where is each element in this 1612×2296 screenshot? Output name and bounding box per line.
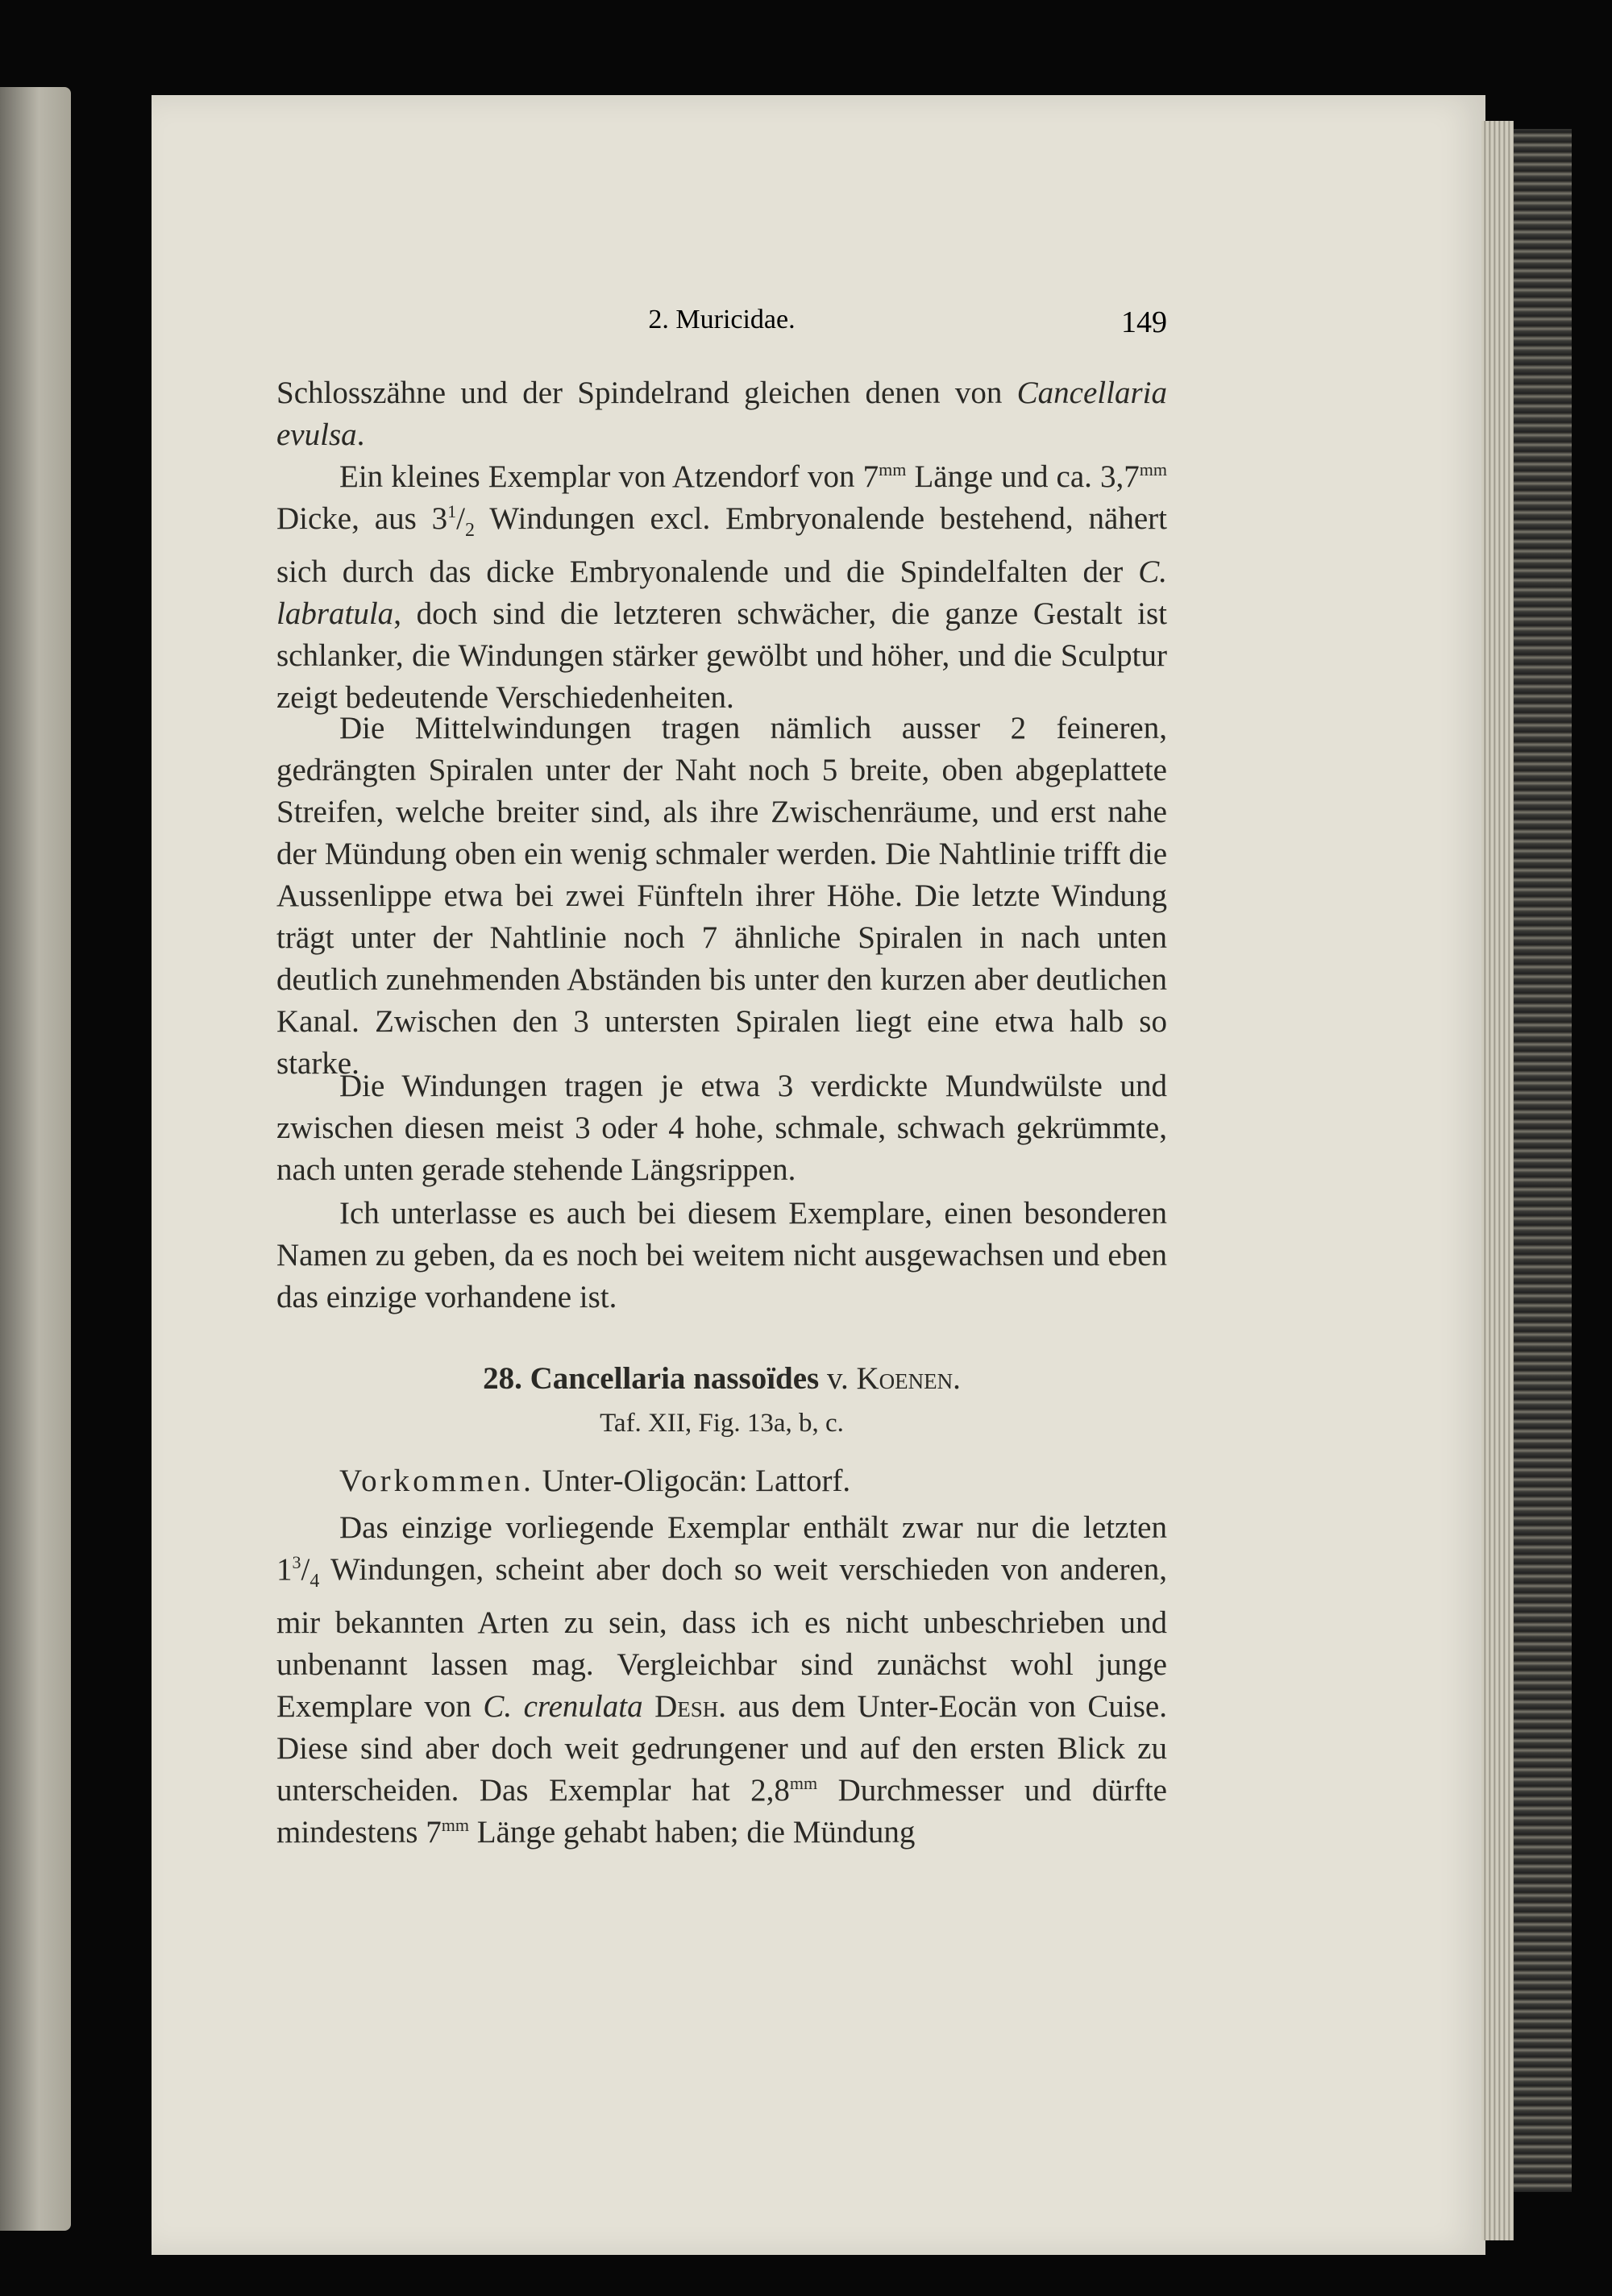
species-author: Koenen. bbox=[856, 1361, 961, 1396]
p5-text: Ich unterlasse es auch bei diesem Exemplare, einen besonderen Namen zu geben, da es noch bei weitem nicht ausgewachsen und eben das einzige vorhandene ist. bbox=[276, 1196, 1167, 1314]
paragraph-6: Das einzige vorliegende Exemplar enthält zwar nur die letzten $1^3/_4$ Windungen, scheint aber doch so weit verschieden von anderen, mir bekannten Arten zu sein, dass ich es nicht unbeschrieben und unbenannt lassen mag. Vergleichbar sind zunächst wohl junge Exemplare von C. crenulata Desh. aus dem Unter-Eocän von Cuise. Diese sind aber doch weit gedrungener und auf den ersten Blick zu unterscheiden. Das Exemplar hat $2,8^{mm}$ Durchmesser und dürfte mindestens $7^{mm}$ Länge gehabt haben; die Mündung bbox=[276, 1510, 1167, 1850]
unit-mm: mm bbox=[441, 1814, 469, 1835]
occurrence-line bbox=[276, 1460, 1167, 1502]
paragraph-5 bbox=[276, 1193, 1167, 1318]
fraction-den: 2 bbox=[465, 519, 476, 541]
running-head bbox=[276, 305, 1167, 345]
plate-reference: Taf. XII, Fig. 13a, b, c. bbox=[600, 1409, 844, 1438]
species-heading bbox=[276, 1360, 1167, 1397]
p1-text: Schlosszähne und der Spindelrand gleichen denen von bbox=[276, 376, 1017, 410]
p6-f: aus dem Unter-Eocän von Cuise. Diese sind aber doch weit gedrungener und auf den ersten Blick zu unterscheiden. Das Exemplar hat 2,8 bbox=[276, 1688, 1167, 1808]
p3-text: Die Mittelwindungen tragen nämlich ausser 2 feineren, gedrängten Spiralen unter der Naht noch 5 breite, oben abgeplattete Streifen, welche breiter sind, als ihre Zwischenräume, und erst nahe der Mündung oben ein wenig schmaler werden. Die Nahtlinie trifft die Aussenlippe etwa bei zwei Fünfteln ihrer Höhe. Die letzte Windung trägt unter der Nahtlinie noch 7 ähnliche Spiralen in nach unten deutlich zunehmenden Abständen bis unter den kurzen aber deutlichen Kanal. Zwischen den 3 untersten Spiralen liegt eine etwa halb so starke. bbox=[276, 711, 1167, 1081]
p6-a: Das einzige vorliegende Exemplar enthält zwar nur die letzten 1 bbox=[276, 1510, 1167, 1587]
page-number: 149 bbox=[1121, 305, 1167, 339]
p6-g: Durchmesser und dürfte mindestens 7 bbox=[276, 1772, 1167, 1850]
unit-mm: mm bbox=[1139, 459, 1167, 480]
unit-mm: mm bbox=[879, 459, 907, 480]
p6-b: Windungen, scheint aber doch so weit verschieden von anderen, mir bekannten Arten zu sein, dass ich es nicht unbeschrieben und unbenannt lassen mag. Vergleichbar sind zunächst wohl junge Exemplare von bbox=[276, 1552, 1167, 1724]
running-title: 2. Muricidae. bbox=[648, 305, 796, 334]
p6-species: C. crenulata bbox=[483, 1688, 643, 1724]
p2-d: Windungen excl. Embryonalende bestehend, nähert sich durch das dicke Embryonalende und die Spindelfalten der bbox=[276, 501, 1167, 589]
p1-species: Cancellaria evulsa bbox=[276, 376, 1167, 452]
p4-text: Die Windungen tragen je etwa 3 verdickte Mundwülste und zwischen diesen meist 3 oder 4 hohe, schmale, schwach gekrümmte, nach unten gerade stehende Längsrippen. bbox=[276, 1069, 1167, 1187]
occurrence-text: Unter-Oligocän: Lattorf. bbox=[534, 1464, 851, 1498]
species-name: Cancellaria nassoïdes bbox=[530, 1361, 820, 1396]
p2-f: , doch sind die letzteren schwächer, die ganze Gestalt ist schlanker, die Windungen stärker gewölbt und höher, und die Sculptur zeigt bedeutende Verschiedenheiten. bbox=[276, 596, 1167, 715]
paragraph-3 bbox=[276, 708, 1167, 1085]
p2-species: C. labratula bbox=[276, 554, 1167, 631]
p2-b: Länge und ca. 3,7 bbox=[906, 459, 1140, 494]
paragraph-1 bbox=[276, 372, 1167, 456]
p6-h: Länge gehabt haben; die Mündung bbox=[468, 1814, 916, 1850]
p2-a: Ein kleines Exemplar von Atzendorf von 7 bbox=[339, 459, 879, 494]
frac-num: 3 bbox=[292, 1552, 301, 1572]
unit-mm: mm bbox=[789, 1772, 818, 1793]
page-stack-edge bbox=[1481, 121, 1514, 2240]
paragraph-2: Ein kleines Exemplar von Atzendorf von $7^{mm}$ Länge und ca. $3,7^{mm}$ Dicke, aus $3^1/_2$ Windungen excl. Embryonalende bestehend, nähert sich durch das dicke Embryonalende und die Spindelfalten der C. labratula, doch sind die letzteren schwächer, die ganze Gestalt ist schlanker, die Windungen stärker gewölbt und höher, und die Sculptur zeigt bedeutende Verschiedenheiten. bbox=[276, 459, 1167, 715]
species-number: 28. bbox=[483, 1361, 522, 1396]
occurrence-label: Vorkommen. bbox=[339, 1464, 534, 1498]
frac-den: 4 bbox=[310, 1570, 320, 1592]
paragraph-4 bbox=[276, 1065, 1167, 1191]
p6-space bbox=[643, 1689, 654, 1724]
p2-c: Dicke, aus 3 bbox=[276, 501, 448, 536]
author-prefix: v. bbox=[826, 1361, 849, 1396]
p1-end: . bbox=[356, 417, 365, 452]
p6-author: Desh. bbox=[654, 1688, 726, 1724]
fraction-num: 1 bbox=[447, 501, 457, 521]
left-page-edge bbox=[0, 87, 71, 2231]
book-cover-edge bbox=[1514, 129, 1572, 2192]
